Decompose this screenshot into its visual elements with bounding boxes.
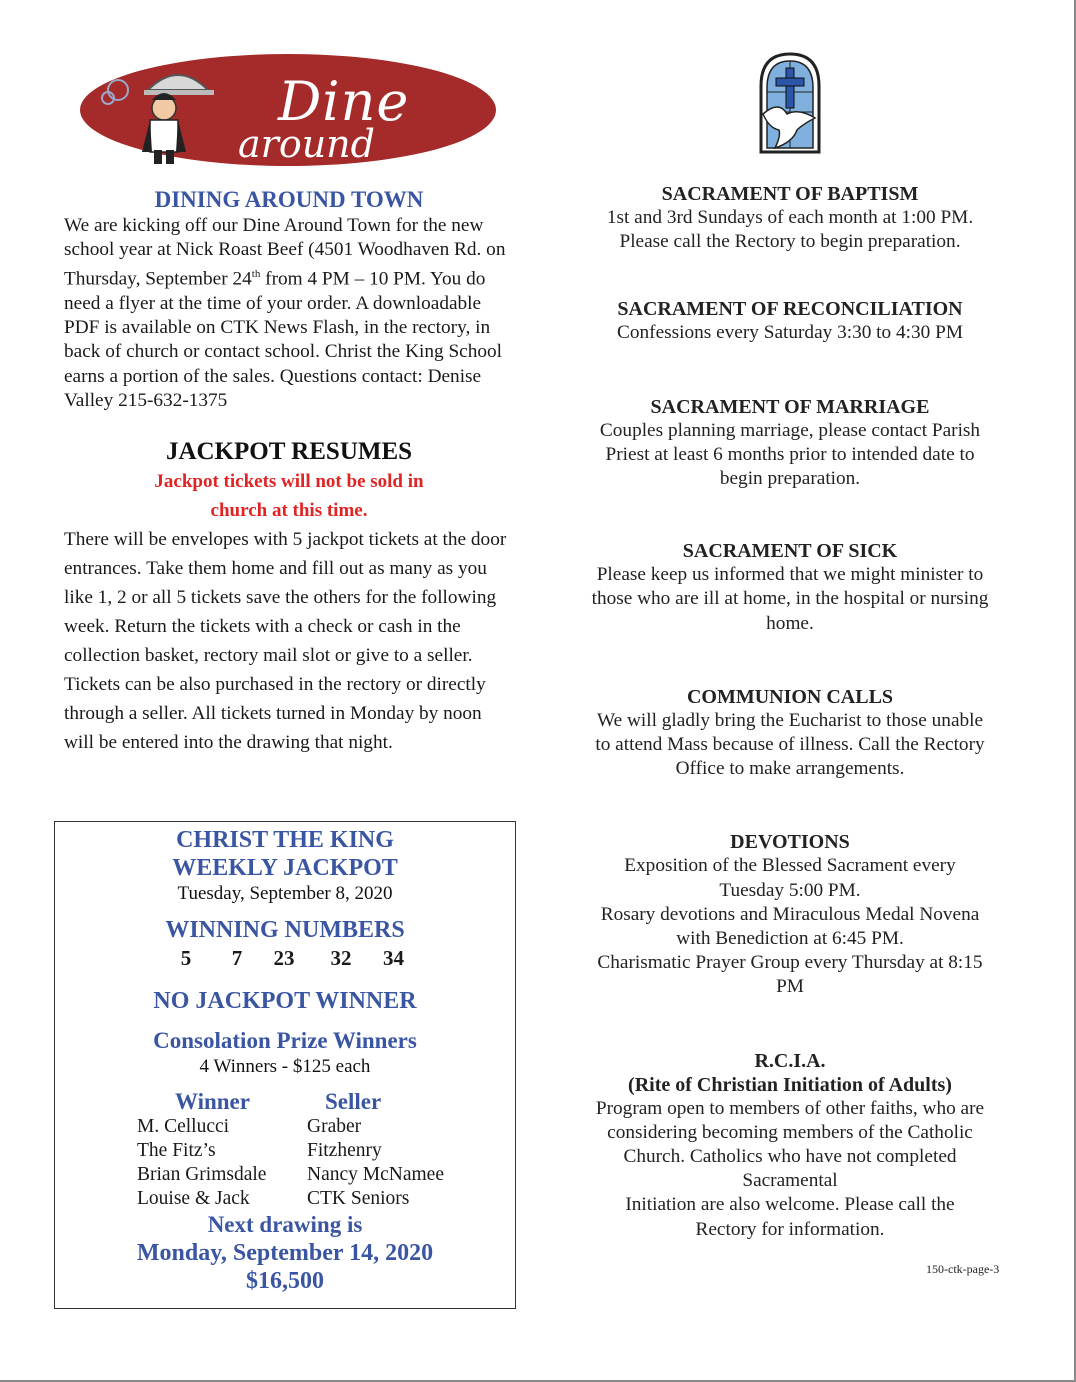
dining-sup: th [251, 268, 261, 281]
stained-glass-dove-icon [568, 52, 1012, 154]
jackpot-title: JACKPOT RESUMES [165, 438, 413, 466]
seller-name: Fitzhenry [307, 1140, 382, 1161]
logo-word-around: around [238, 122, 375, 166]
winning-number: 23 [273, 946, 295, 970]
no-winner-title: NO JACKPOT WINNER [153, 988, 417, 1014]
section-marriage [568, 395, 1012, 492]
winning-numbers-title: WINNING NUMBERS [165, 917, 405, 943]
winning-numbers [55, 946, 515, 971]
section-line: Please call the Rectory to begin preparation. [619, 231, 961, 253]
next-drawing-amount: $16,500 [246, 1268, 324, 1294]
section-line: Please keep us informed that we might minister to [596, 564, 984, 586]
winning-number: 7 [231, 946, 243, 970]
section-rcia [568, 1049, 1012, 1242]
section-line: Tuesday 5:00 PM. [719, 879, 861, 901]
winning-number: 32 [330, 946, 352, 970]
seller-column-header: Seller [325, 1089, 382, 1114]
section-devotions [568, 830, 1012, 999]
box-title-2: WEEKLY JACKPOT [172, 855, 398, 881]
section-line: Rectory for information. [695, 1218, 885, 1240]
winner-name: M. Cellucci [137, 1116, 230, 1137]
dining-body [64, 214, 514, 413]
section-title: R.C.I.A. [754, 1049, 826, 1072]
section-line: Couples planning marriage, please contact Parish [599, 419, 981, 441]
section-line: considering becoming members of the Catholic [607, 1121, 973, 1143]
section-line: to attend Mass because of illness. Call the Rectory [595, 734, 985, 756]
section-line: PM [776, 976, 804, 998]
section-line: Office to make arrangements. [675, 758, 905, 780]
section-line: home. [766, 612, 814, 634]
jackpot-warning-2: church at this time. [210, 500, 368, 522]
seller-name: Nancy McNamee [307, 1164, 444, 1185]
winning-number: 5 [180, 946, 192, 970]
consolation-title: Consolation Prize Winners [153, 1028, 417, 1053]
section-sick [568, 539, 1012, 636]
section-reconciliation [568, 297, 1012, 345]
box-title-1: CHRIST THE KING [176, 827, 394, 853]
next-drawing-label: Next drawing is [207, 1212, 363, 1237]
section-line: Program open to members of other faiths, who are [595, 1097, 985, 1119]
section-line: Sacramental [742, 1170, 838, 1192]
dining-text-a: We are kicking off our Dine Around Town for the new school year at Nick Roast Beef (4501 Woodhaven Rd. on Thursday, September 24 [64, 215, 506, 290]
section-line: those who are ill at home, in the hospital or nursing [591, 588, 989, 610]
section-line: Initiation are also welcome. Please call the [625, 1194, 955, 1216]
consolation-detail: 4 Winners - $125 each [199, 1056, 371, 1077]
section-line: with Benediction at 6:45 PM. [676, 928, 904, 950]
winner-name: Brian Grimsdale [137, 1164, 267, 1185]
dining-text-b: from 4 PM – 10 PM. You do need a flyer at the time of your order. A downloadable PDF is available on CTK News Flash, in the rectory, in back of church or contact school. Christ the King School earns a portion of the sales. Questions contact: Denise Valley 215-632-1375 [64, 268, 503, 411]
section-subtitle: (Rite of Christian Initiation of Adults) [628, 1073, 952, 1096]
winner-seller-header [175, 1089, 515, 1115]
logo-word-dine: Dine [278, 70, 410, 133]
section-title: SACRAMENT OF BAPTISM [661, 183, 919, 205]
section-communion [568, 685, 1012, 782]
box-date: Tuesday, September 8, 2020 [177, 883, 393, 904]
winners-list [137, 1115, 515, 1211]
section-title: SACRAMENT OF RECONCILIATION [617, 298, 963, 321]
left-column [64, 50, 514, 757]
seller-name: Graber [307, 1116, 362, 1137]
winner-name: Louise & Jack [137, 1188, 250, 1209]
page-footer-id: 150-ctk-page-3 [926, 1262, 1000, 1276]
dining-title: DINING AROUND TOWN [154, 187, 424, 212]
section-line: Exposition of the Blessed Sacrament every [624, 855, 956, 877]
section-line: begin preparation. [719, 468, 861, 490]
dine-around-logo [78, 50, 498, 168]
section-baptism [568, 182, 1012, 254]
section-line: 1st and 3rd Sundays of each month at 1:00 PM. [606, 207, 974, 228]
section-title: SACRAMENT OF SICK [682, 540, 898, 563]
jackpot-body: There will be envelopes with 5 jackpot tickets at the door entrances. Take them home and fill out as many as you like 1, 2 or all 5 tickets save the others for the following week. Return the tickets with a check or cash in the collection basket, rectory mail slot or give to a seller. Tickets can be also purchased in the rectory or directly through a seller. All tickets turned in Monday by noon will be entered into the drawing that night. [64, 529, 507, 754]
section-title: COMMUNION CALLS [686, 685, 894, 708]
weekly-jackpot-box [54, 821, 516, 1309]
winning-number: 34 [383, 946, 404, 970]
seller-name: CTK Seniors [307, 1188, 410, 1209]
section-line: Church. Catholics who have not completed [623, 1146, 957, 1168]
right-column [568, 52, 1012, 1242]
section-line: Charismatic Prayer Group every Thursday at 8:15 [597, 952, 983, 974]
section-title: DEVOTIONS [730, 831, 850, 854]
section-title: SACRAMENT OF MARRIAGE [650, 395, 930, 418]
winner-name: The Fitz’s [137, 1140, 216, 1161]
next-drawing-date: Monday, September 14, 2020 [136, 1240, 434, 1266]
section-line: We will gladly bring the Eucharist to those unable [596, 709, 984, 731]
section-line: Rosary devotions and Miraculous Medal Novena [600, 903, 980, 925]
winner-column-header: Winner [175, 1089, 250, 1114]
jackpot-warning-1: Jackpot tickets will not be sold in [154, 471, 424, 493]
section-line: Priest at least 6 months prior to intended date to [605, 443, 975, 465]
section-line: Confessions every Saturday 3:30 to 4:30 PM [617, 322, 963, 344]
